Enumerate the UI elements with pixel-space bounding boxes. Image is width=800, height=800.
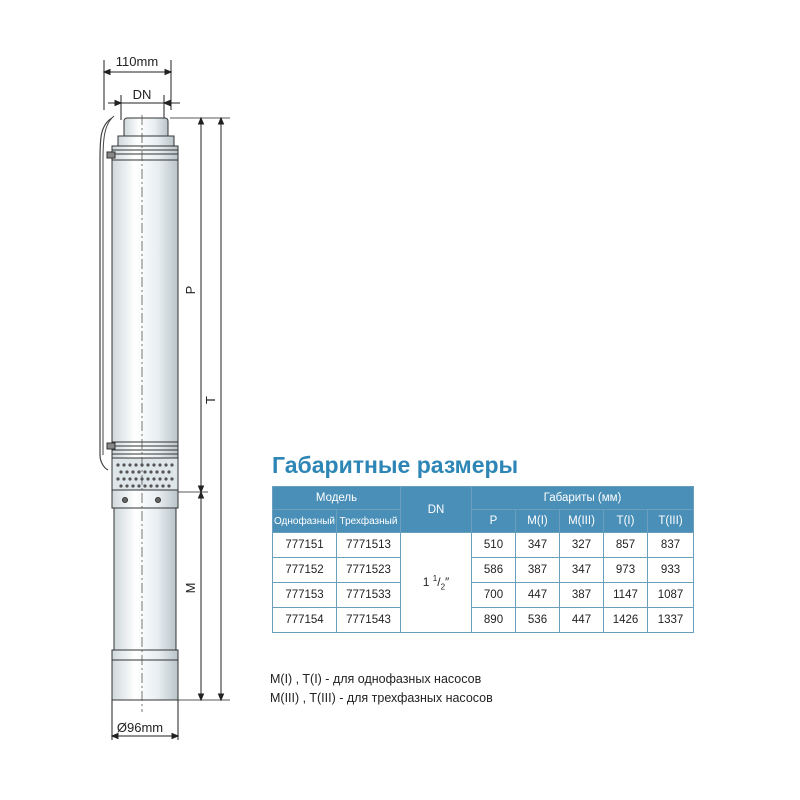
cell-t1: 1147 [604, 583, 648, 608]
table-row [273, 558, 694, 583]
table-row [273, 608, 694, 633]
header-col-t1: T(I) [604, 510, 648, 533]
header-col-p: P [472, 510, 516, 533]
pump-motor [112, 490, 178, 700]
bottom-diameter-label: Ø96mm [116, 720, 164, 735]
legend-notes [270, 670, 493, 708]
cell-m3: 347 [560, 558, 604, 583]
header-col-m3: M(III) [560, 510, 604, 533]
cell-p: 510 [472, 533, 516, 558]
cell-m1: 536 [516, 608, 560, 633]
table-row [273, 583, 694, 608]
header-col-m1: M(I) [516, 510, 560, 533]
cell-p: 586 [472, 558, 516, 583]
cell-t1: 857 [604, 533, 648, 558]
cell-t3: 1087 [648, 583, 694, 608]
cell-single: 777153 [273, 583, 337, 608]
dimension-m [199, 492, 204, 700]
cell-single: 777152 [273, 558, 337, 583]
pump-ring [107, 442, 178, 458]
dimension-p [199, 118, 204, 492]
note-single-phase: M(I) , T(I) - для однофазных насосов [270, 672, 482, 686]
cell-single: 777151 [273, 533, 337, 558]
section-title: Габаритные размеры [272, 452, 519, 478]
header-three-phase: Трехфазный [337, 510, 401, 533]
cell-p: 890 [472, 608, 516, 633]
header-col-t3: T(III) [648, 510, 694, 533]
cell-t1: 1426 [604, 608, 648, 633]
top-width-label: 110mm [115, 54, 159, 69]
cell-three: 7771533 [337, 583, 401, 608]
cable [100, 118, 112, 470]
dimensions-table [272, 486, 694, 633]
p-label: P [183, 285, 198, 295]
cell-t3: 933 [648, 558, 694, 583]
m-label: M [183, 582, 198, 594]
cell-m1: 447 [516, 583, 560, 608]
dn-label: DN [132, 87, 152, 102]
note-three-phase: M(III) , T(III) - для трехфазных насосов [270, 691, 493, 705]
cell-three: 7771523 [337, 558, 401, 583]
header-dn: DN [401, 487, 472, 533]
pump-body [112, 160, 178, 442]
dn-value: 1 $^1/_2''$ [422, 573, 450, 592]
cell-single: 777154 [273, 608, 337, 633]
cell-t3: 837 [648, 533, 694, 558]
cell-m3: 387 [560, 583, 604, 608]
cell-m1: 347 [516, 533, 560, 558]
cell-three: 7771513 [337, 533, 401, 558]
cell-t3: 1337 [648, 608, 694, 633]
cell-m3: 447 [560, 608, 604, 633]
header-single-phase: Однофазный [273, 510, 337, 533]
cell-three: 7771543 [337, 608, 401, 633]
header-model: Модель [273, 487, 401, 510]
cell-p: 700 [472, 583, 516, 608]
cell-m1: 387 [516, 558, 560, 583]
intake-screen [112, 458, 178, 490]
cell-m3: 327 [560, 533, 604, 558]
dimension-t [219, 118, 224, 700]
table-row [273, 533, 694, 558]
cell-dn [401, 533, 472, 633]
cell-t1: 973 [604, 558, 648, 583]
header-dimensions: Габариты (мм) [472, 487, 694, 510]
t-label: T [203, 396, 218, 404]
pump-head [107, 118, 178, 160]
